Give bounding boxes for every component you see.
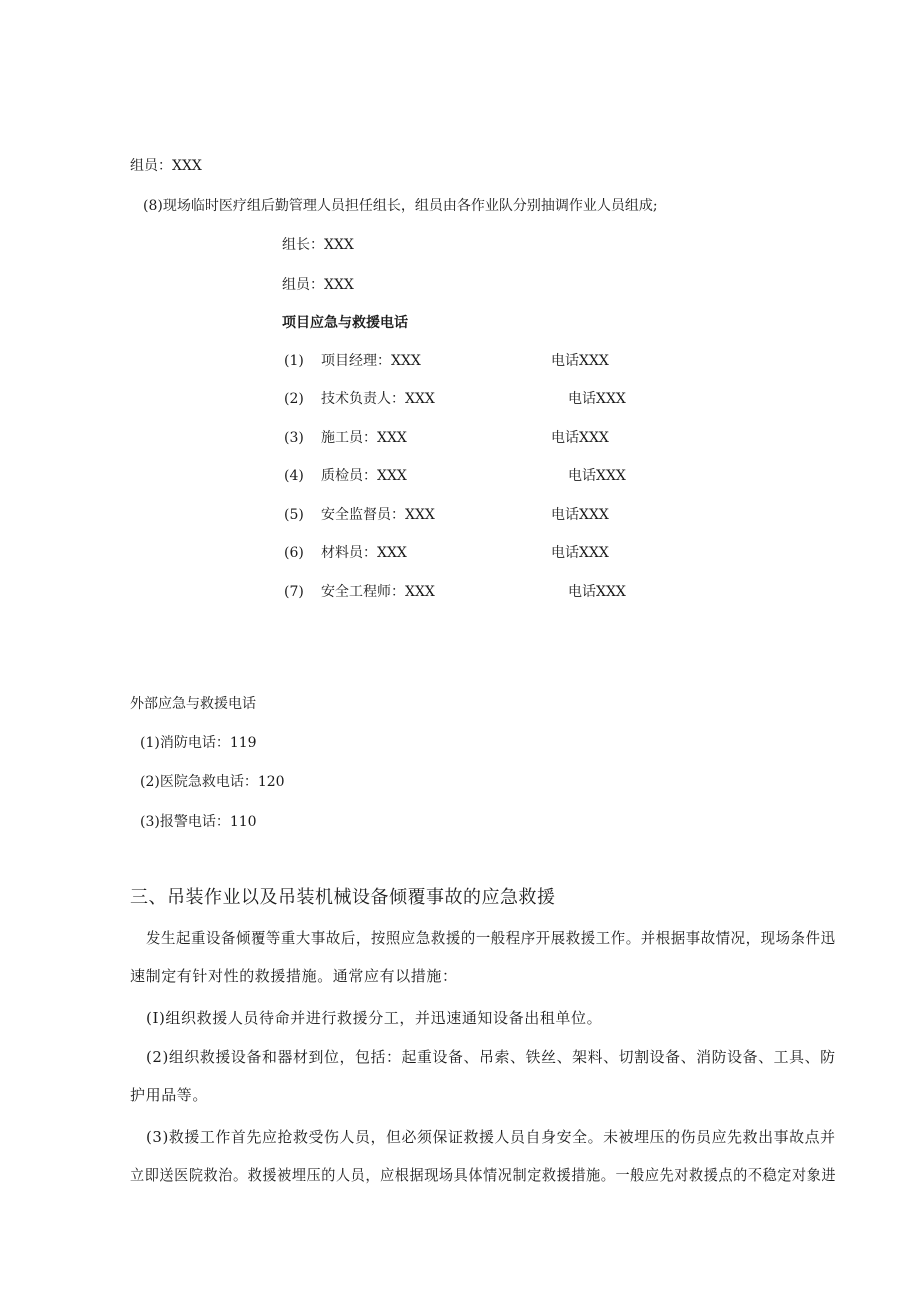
measure-2-line-2: 护用品等。 <box>130 1086 209 1104</box>
contact-phone: 电话XXX <box>568 468 626 484</box>
contact-phone: 电话XXX <box>551 353 609 369</box>
measure-3-line-1: (3)救援工作首先应抢救受伤人员，但必须保证救援人员自身安全。未被埋压的伤员应先救出事故点并 <box>146 1128 836 1146</box>
contact-phone: 电话XXX <box>551 545 609 561</box>
external-contact-police: (3)报警电话：110 <box>140 814 257 830</box>
measure-3-line-2: 立即送医院救治。救援被埋压的人员，应根据现场具体情况制定救援措施。一般应先对救援点的不稳定对象进 <box>130 1166 837 1184</box>
contact-phone: 电话XXX <box>551 507 609 523</box>
contact-number: (7) <box>284 584 304 600</box>
measure-1: (I)组织救援人员待命并进行救援分工，并迅速通知设备出租单位。 <box>146 1009 603 1027</box>
contact-role: 材料员：XXX <box>321 545 407 561</box>
paragraph-line: 速制定有针对性的救援措施。通常应有以措施： <box>130 967 458 985</box>
contact-number: (1) <box>284 353 304 369</box>
external-contacts-title: 外部应急与救援电话 <box>130 696 256 712</box>
contact-role: 项目经理：XXX <box>321 353 421 369</box>
member-line: 组员：XXX <box>282 277 354 293</box>
external-contact-hospital: (2)医院急救电话：120 <box>140 774 285 790</box>
section-title: 三、吊装作业以及吊装机械设备倾覆事故的应急救援 <box>130 887 556 908</box>
contact-number: (2) <box>284 391 304 407</box>
contact-number: (4) <box>284 468 304 484</box>
contact-phone: 电话XXX <box>551 430 609 446</box>
contact-phone: 电话XXX <box>568 391 626 407</box>
contact-role: 技术负责人：XXX <box>321 391 435 407</box>
contact-number: (5) <box>284 507 304 523</box>
external-contact-fire: (1)消防电话：119 <box>140 735 257 751</box>
contact-role: 质检员：XXX <box>321 468 407 484</box>
contact-number: (3) <box>284 430 304 446</box>
medical-group-line: (8)现场临时医疗组后勤管理人员担任组长，组员由各作业队分别抽调作业人员组成; <box>143 198 658 214</box>
project-contacts-title: 项目应急与救援电话 <box>282 315 408 331</box>
measure-2-line-1: (2)组织救援设备和器材到位，包括：起重设备、吊索、铁丝、架料、切割设备、消防设备、工具、防 <box>146 1048 836 1066</box>
contact-number: (6) <box>284 545 304 561</box>
paragraph-line: 发生起重设备倾覆等重大事故后，按照应急救援的一般程序开展救援工作。并根据事故情况，现场条件迅 <box>146 929 836 947</box>
contact-role: 施工员：XXX <box>321 430 407 446</box>
leader-line: 组长：XXX <box>282 237 354 253</box>
contact-role: 安全工程师：XXX <box>321 584 435 600</box>
contact-phone: 电话XXX <box>568 584 626 600</box>
member-line-top: 组员：XXX <box>130 158 202 174</box>
contact-role: 安全监督员：XXX <box>321 507 435 523</box>
